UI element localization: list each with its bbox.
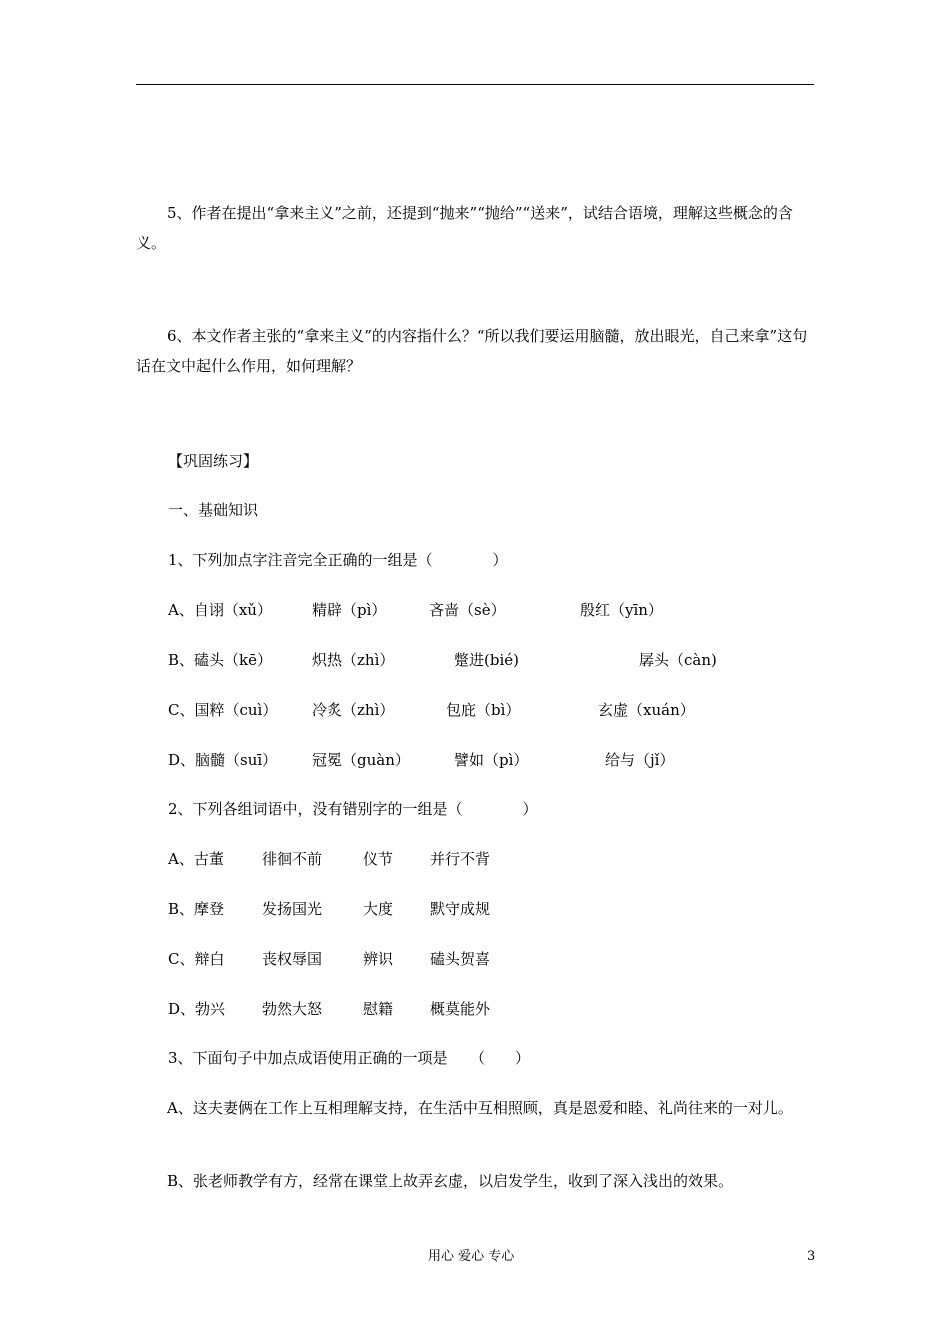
option-item: 包庇（bì） <box>446 701 521 719</box>
option-item: 勃然大怒 <box>262 1000 323 1018</box>
question-6: 6、本文作者主张的“拿来主义”的内容指什么？“所以我们要运用脑髓，放出眼光，自己来拿”这句话在文中起什么作用，如何理解？ <box>136 327 808 375</box>
option-item: D、脑髓（suī） <box>168 751 278 769</box>
option-item: 慰籍 <box>363 1000 394 1018</box>
option-item: C、国粹（cuì） <box>168 701 278 719</box>
header-rule <box>136 84 814 85</box>
option-item: 蹩进(bié) <box>454 651 519 669</box>
option-item: B、摩登 <box>168 900 225 918</box>
option-item: 炽热（zhì） <box>312 651 395 669</box>
option-item: 磕头贺喜 <box>430 950 491 968</box>
option-item: 发扬国光 <box>262 900 323 918</box>
option-item: 精辟（pì） <box>312 601 387 619</box>
option-item: A、自诩（xǔ） <box>168 601 272 619</box>
footer-text: 用心 爱心 专心 <box>428 1249 515 1264</box>
section-title: 【巩固练习】 <box>168 452 259 470</box>
option-item: 冠冕（guàn） <box>312 751 410 769</box>
option-item: 默守成规 <box>430 900 491 918</box>
option-item: 仪节 <box>363 850 394 868</box>
exercise-3-option-b: B、张老师教学有方，经常在课堂上故弄玄虚，以启发学生，收到了深入浅出的效果。 <box>167 1172 734 1190</box>
option-item: 玄虚（xuán） <box>598 701 695 719</box>
option-item: C、辩白 <box>168 950 225 968</box>
option-item: 殷红（yīn） <box>580 601 663 619</box>
exercise-1-stem: 1、下列加点字注音完全正确的一组是（ ） <box>168 551 508 569</box>
option-item: 吝啬（sè） <box>429 601 506 619</box>
option-item: A、古董 <box>168 850 224 868</box>
option-item: 并行不背 <box>430 850 491 868</box>
option-item: 辨识 <box>363 950 394 968</box>
option-item: B、磕头（kē） <box>168 651 272 669</box>
option-item: 大度 <box>363 900 394 918</box>
exercise-3-option-a: A、这夫妻俩在工作上互相理解支持，在生活中互相照顾，真是恩爱和睦、礼尚往来的一对儿。 <box>167 1099 793 1117</box>
exercise-3-stem: 3、下面句子中加点成语使用正确的一项是 （ ） <box>168 1049 531 1067</box>
option-item: 给与（jǐ） <box>605 751 675 769</box>
option-item: 丧权辱国 <box>262 950 323 968</box>
option-item: 冷炙（zhì） <box>312 701 395 719</box>
option-item: 概莫能外 <box>430 1000 491 1018</box>
option-item: 孱头（càn) <box>639 651 717 669</box>
page-number: 3 <box>807 1249 816 1264</box>
option-item: 徘徊不前 <box>262 850 323 868</box>
option-item: 譬如（pì） <box>454 751 529 769</box>
question-5: 5、作者在提出“拿来主义”之前，还提到“抛来”“抛给”“送来”，试结合语境，理解这些概念的含义。 <box>136 204 793 252</box>
exercise-2-stem: 2、下列各组词语中，没有错别字的一组是（ ） <box>168 800 538 818</box>
option-item: D、勃兴 <box>168 1000 226 1018</box>
section-subtitle: 一、基础知识 <box>168 501 259 519</box>
